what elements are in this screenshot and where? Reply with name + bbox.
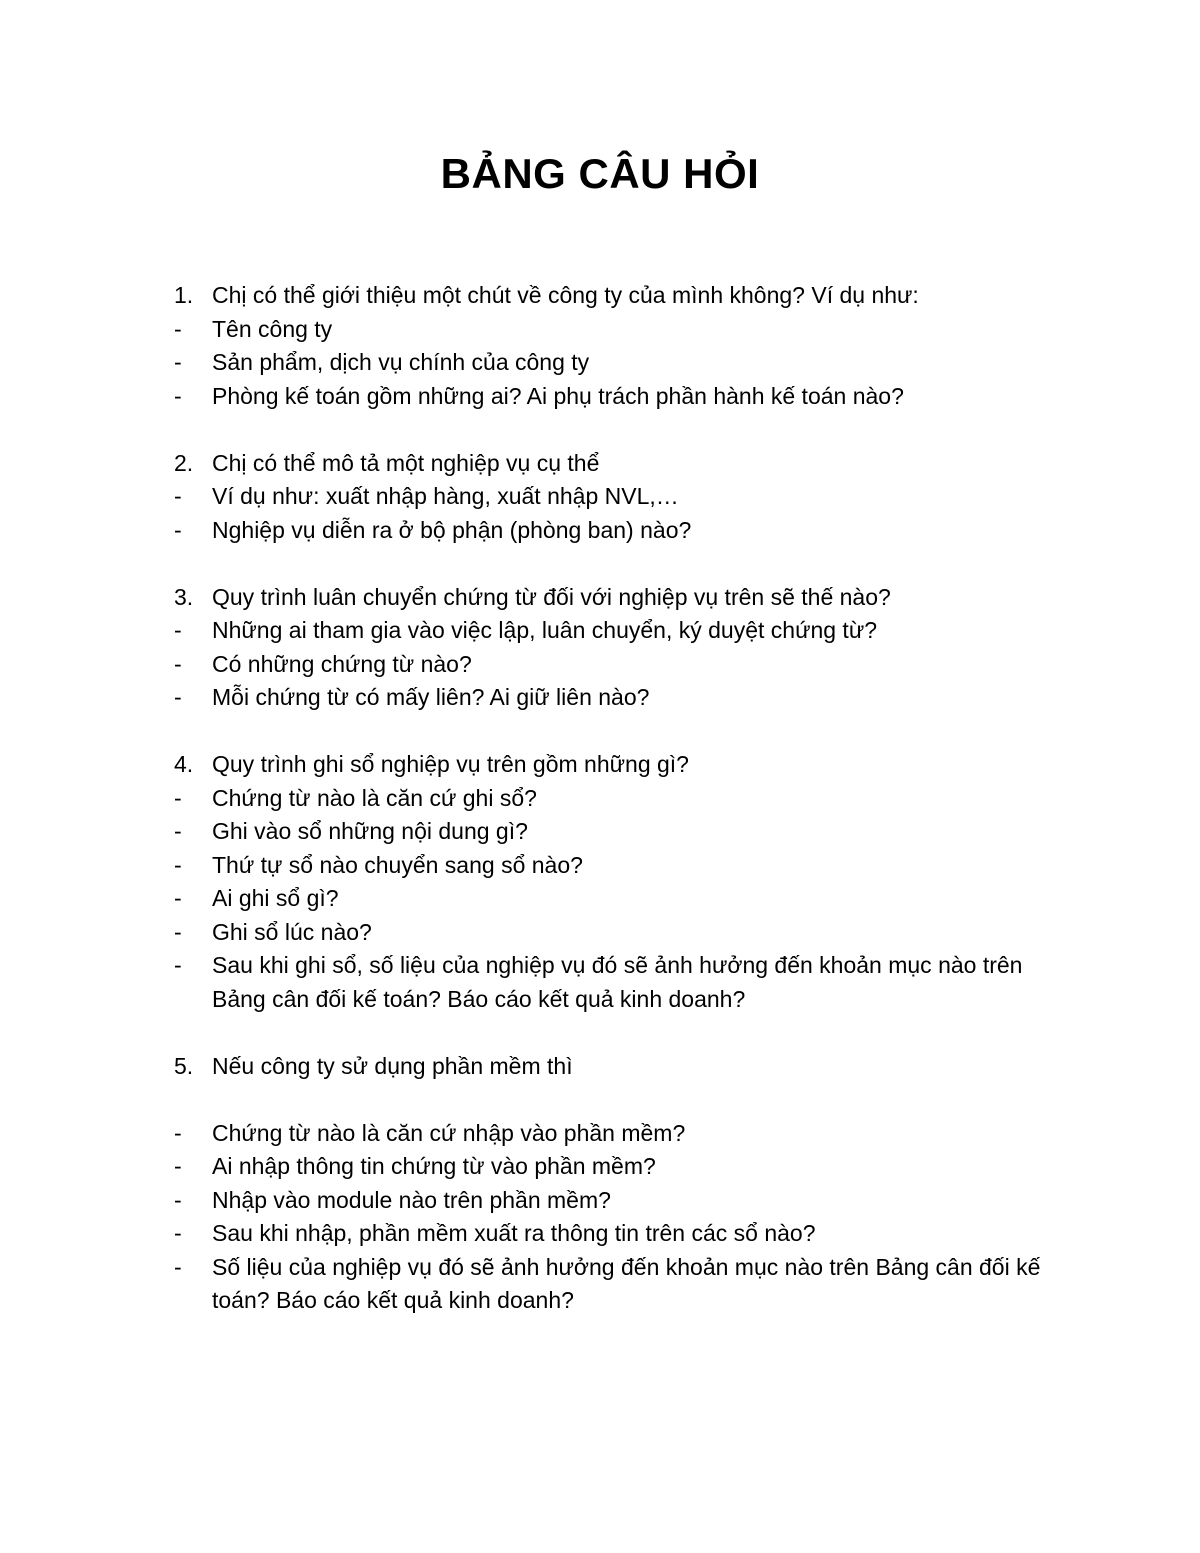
list-item-text: Ví dụ như: xuất nhập hàng, xuất nhập NVL,… xyxy=(212,483,679,509)
question-line xyxy=(174,748,1074,782)
question-section-2 xyxy=(174,447,1074,548)
question-number: 3. xyxy=(174,583,194,610)
bullet-dash: - xyxy=(174,1153,182,1179)
question-list xyxy=(174,279,1074,1351)
list-item xyxy=(174,380,1074,414)
blank-line xyxy=(174,1083,1074,1117)
bullet-dash: - xyxy=(174,851,182,878)
bullet-dash: - xyxy=(174,516,182,543)
list-item-text: Tên công ty xyxy=(212,315,333,342)
list-item xyxy=(174,849,1074,883)
bullet-dash: - xyxy=(174,617,182,643)
bullet-dash: - xyxy=(174,1119,182,1146)
bullet-dash: - xyxy=(174,1186,182,1213)
list-item xyxy=(174,614,1074,648)
question-section-4 xyxy=(174,748,1074,1016)
list-item-text: Sau khi nhập, phần mềm xuất ra thông tin trên các sổ nào? xyxy=(212,1220,816,1246)
question-section-5 xyxy=(174,1050,1074,1318)
list-item-text: Có những chứng từ nào? xyxy=(212,650,472,677)
list-item-text: Nhập vào module nào trên phần mềm? xyxy=(212,1186,611,1213)
list-item xyxy=(174,1117,1074,1151)
list-item-text: Ai ghi sổ gì? xyxy=(212,885,339,911)
question-line xyxy=(174,1050,1074,1084)
list-item xyxy=(174,1251,1074,1318)
list-item xyxy=(174,815,1074,849)
list-item-text: Sau khi ghi sổ, số liệu của nghiệp vụ đó sẽ ảnh hưởng đến khoản mục nào trên Bảng cân đối kế toán? Báo cáo kết quả kinh doanh? xyxy=(212,952,1023,1012)
bullet-dash: - xyxy=(174,684,182,710)
bullet-dash: - xyxy=(174,918,182,945)
list-item-text: Phòng kế toán gồm những ai? Ai phụ trách phần hành kế toán nào? xyxy=(212,382,904,409)
question-text: Quy trình luân chuyển chứng từ đối với nghiệp vụ trên sẽ thế nào? xyxy=(212,583,891,610)
bullet-dash: - xyxy=(174,483,182,509)
question-text: Chị có thể giới thiệu một chút về công ty của mình không? Ví dụ như: xyxy=(212,282,919,308)
bullet-dash: - xyxy=(174,349,182,375)
bullet-dash: - xyxy=(174,818,182,844)
list-item-text: Sản phẩm, dịch vụ chính của công ty xyxy=(212,349,590,375)
question-number: 1. xyxy=(174,282,194,308)
question-section-1 xyxy=(174,279,1074,413)
bullet-dash: - xyxy=(174,315,182,342)
question-line xyxy=(174,447,1074,481)
question-line xyxy=(174,581,1074,615)
list-item xyxy=(174,916,1074,950)
question-number: 4. xyxy=(174,751,194,777)
list-item xyxy=(174,1184,1074,1218)
list-item-text: Thứ tự sổ nào chuyển sang sổ nào? xyxy=(212,851,583,878)
question-number: 2. xyxy=(174,449,194,476)
list-item-text: Nghiệp vụ diễn ra ở bộ phận (phòng ban) nào? xyxy=(212,516,692,543)
question-number: 5. xyxy=(174,1052,194,1079)
list-item-text: Chứng từ nào là căn cứ nhập vào phần mềm? xyxy=(212,1119,686,1146)
list-item-text: Những ai tham gia vào việc lập, luân chuyển, ký duyệt chứng từ? xyxy=(212,617,878,643)
list-item-text: Mỗi chứng từ có mấy liên? Ai giữ liên nào? xyxy=(212,684,650,710)
list-item xyxy=(174,681,1074,715)
question-text: Nếu công ty sử dụng phần mềm thì xyxy=(212,1052,573,1079)
list-item-text: Ghi vào sổ những nội dung gì? xyxy=(212,818,528,844)
list-item-text: Số liệu của nghiệp vụ đó sẽ ảnh hưởng đến khoản mục nào trên Bảng cân đối kế toán? Báo cáo kết quả kinh doanh? xyxy=(212,1253,1041,1313)
list-item xyxy=(174,1217,1074,1251)
question-text: Chị có thể mô tả một nghiệp vụ cụ thể xyxy=(212,449,600,476)
bullet-dash: - xyxy=(174,784,182,811)
bullet-dash: - xyxy=(174,382,182,409)
page-title: BẢNG CÂU HỎI xyxy=(440,150,760,197)
list-item-text: Ghi sổ lúc nào? xyxy=(212,918,372,945)
question-text: Quy trình ghi sổ nghiệp vụ trên gồm những gì? xyxy=(212,751,689,777)
list-item xyxy=(174,346,1074,380)
bullet-dash: - xyxy=(174,1253,182,1280)
bullet-dash: - xyxy=(174,1220,182,1246)
list-item xyxy=(174,514,1074,548)
list-item xyxy=(174,313,1074,347)
list-item xyxy=(174,882,1074,916)
list-item xyxy=(174,949,1074,1016)
list-item xyxy=(174,1150,1074,1184)
list-item xyxy=(174,782,1074,816)
question-line xyxy=(174,279,1074,313)
question-section-3 xyxy=(174,581,1074,715)
list-item-text: Chứng từ nào là căn cứ ghi sổ? xyxy=(212,784,537,811)
list-item xyxy=(174,648,1074,682)
bullet-dash: - xyxy=(174,885,182,911)
list-item-text: Ai nhập thông tin chứng từ vào phần mềm? xyxy=(212,1153,656,1179)
bullet-dash: - xyxy=(174,952,182,978)
list-item xyxy=(174,480,1074,514)
bullet-dash: - xyxy=(174,650,182,677)
